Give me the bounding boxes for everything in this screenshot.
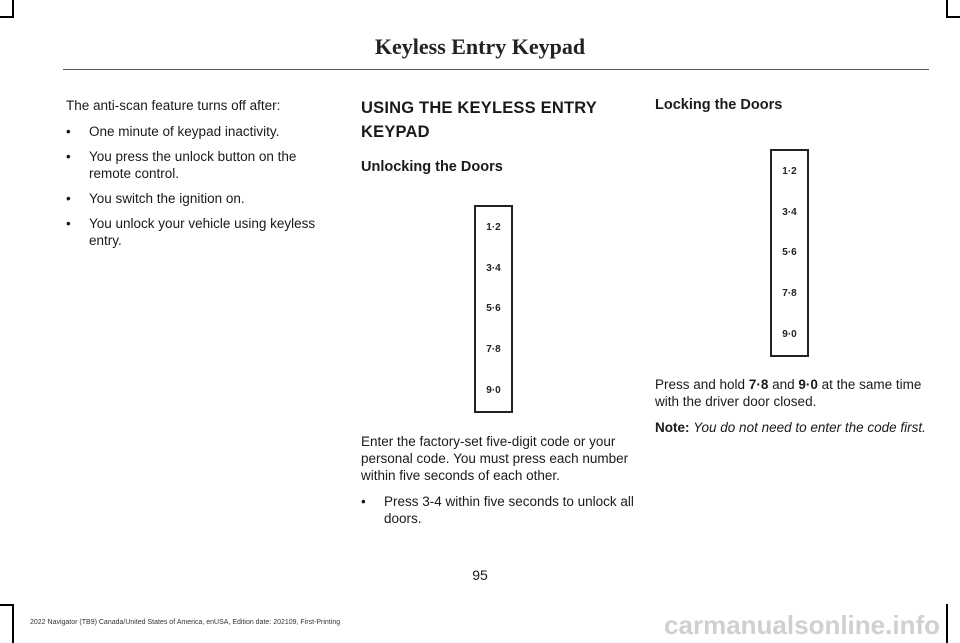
note-text: You do not need to enter the code first. [693, 420, 926, 435]
keypad-key: 5·6 [782, 247, 797, 259]
page-number: 95 [472, 567, 488, 583]
left-column [66, 97, 328, 257]
keypad-key: 9·0 [486, 385, 501, 397]
list-item-text: You unlock your vehicle using keyless entry. [89, 216, 316, 248]
bullet-glyph: • [361, 494, 366, 509]
crop-mark [0, 16, 14, 18]
section-heading: USING THE KEYLESS ENTRY [361, 99, 597, 117]
key-label: 9·0 [798, 377, 818, 392]
lock-instructions [655, 376, 931, 410]
footer-text: 2022 Navigator (TB9) Canada/United States of America, enUSA, Edition date: 202109, First-Printing [30, 619, 341, 626]
page-title: Keyless Entry Keypad [374, 34, 586, 59]
list-item [66, 123, 328, 140]
intro-text: The anti-scan feature turns off after: [66, 98, 281, 113]
keypad-key: 3·4 [486, 262, 501, 274]
list-item [66, 215, 328, 249]
lock-text-after: at the same time with the driver door closed. [655, 377, 922, 409]
subheading-unlocking: Unlocking the Doors [361, 159, 503, 175]
keypad-illustration-lock [770, 149, 809, 357]
header-divider [63, 69, 929, 70]
keypad-key: 1·2 [782, 165, 797, 177]
subheading-locking: Locking the Doors [655, 97, 783, 113]
list-item-text: Press 3-4 within five seconds to unlock all doors. [384, 494, 634, 526]
right-column-body [655, 376, 931, 445]
crop-mark [946, 16, 960, 18]
keypad-key: 1·2 [486, 221, 501, 233]
note-label: Note: [655, 420, 690, 435]
keypad-key: 9·0 [782, 329, 797, 341]
keypad-key: 7·8 [486, 344, 501, 356]
bullet-glyph: • [66, 124, 71, 139]
crop-mark [0, 604, 14, 606]
crop-mark [12, 604, 14, 643]
list-item [66, 148, 328, 182]
bullet-glyph: • [66, 216, 71, 231]
list-item [66, 190, 328, 207]
section-heading-line2: KEYPAD [361, 123, 430, 141]
lock-text-before: Press and hold [655, 377, 749, 392]
watermark: carmanualsonline.info [664, 610, 940, 640]
middle-column [361, 96, 633, 176]
lock-text-and: and [768, 377, 799, 392]
keypad-key: 5·6 [486, 303, 501, 315]
list-item [361, 493, 635, 527]
note [655, 419, 931, 436]
list-item-text: You switch the ignition on. [89, 191, 245, 206]
keypad-key: 3·4 [782, 206, 797, 218]
keypad-illustration-unlock [474, 205, 513, 413]
right-column [655, 97, 931, 114]
crop-mark [946, 604, 948, 643]
bullet-glyph: • [66, 149, 71, 164]
key-label: 7·8 [748, 377, 769, 392]
middle-column-body [361, 433, 635, 535]
list-item-text: One minute of keypad inactivity. [89, 124, 280, 139]
keypad-key: 7·8 [782, 288, 797, 300]
list-item-text: You press the unlock button on the remote control. [89, 149, 297, 181]
unlock-instructions: Enter the factory-set five-digit code or your personal code. You must press each number within five seconds of each other. [361, 434, 629, 483]
bullet-glyph: • [66, 191, 71, 206]
